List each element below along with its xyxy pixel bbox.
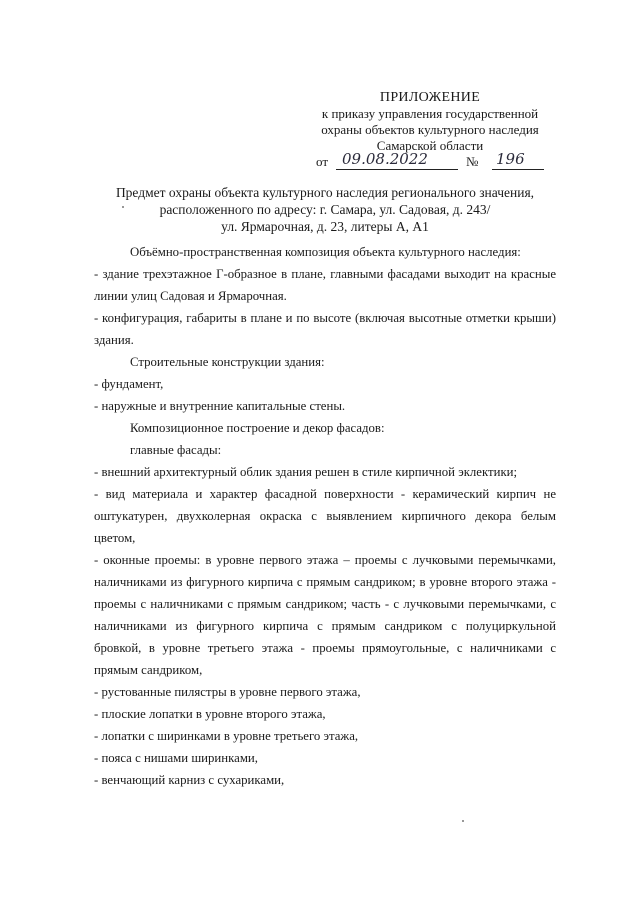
body-paragraph: Строительные конструкции здания: — [130, 355, 325, 369]
body-paragraph: - лопатки с ширинками в уровне третьего этажа, — [94, 729, 359, 743]
scan-speck — [462, 820, 464, 822]
subject-line-1: Предмет охраны объекта культурного наследия регионального значения, — [115, 185, 535, 200]
subject-heading — [90, 184, 560, 235]
body-paragraph: - вид материала и характер фасадной поверхности - керамический кирпич не оштукатурен, двухколерная окраска с выявлением кирпичного декора белым цветом, — [94, 487, 556, 545]
appendix-line-2: охраны объектов культурного наследия — [321, 122, 539, 137]
body-paragraph: - наружные и внутренние капитальные стены. — [94, 399, 346, 413]
subject-line-2: расположенного по адресу: г. Самара, ул. Садовая, д. 243/ — [159, 202, 491, 217]
appendix-title: ПРИЛОЖЕНИЕ — [379, 90, 481, 105]
body-paragraph: Объёмно-пространственная композиция объекта культурного наследия: — [130, 245, 521, 259]
order-date-number-line — [316, 150, 556, 172]
appendix-line-1: к приказу управления государственной — [321, 106, 539, 121]
body-paragraph: - конфигурация, габариты в плане и по высоте (включая высотные отметки крыши) здания. — [94, 311, 556, 347]
number-sign: № — [466, 154, 479, 169]
body-paragraph: - фундамент, — [94, 377, 164, 391]
body-paragraph: - пояса с нишами ширинками, — [94, 751, 258, 765]
body-paragraph: - внешний архитектурный облик здания решен в стиле кирпичной эклектики; — [94, 465, 518, 479]
body-paragraph: - оконные проемы: в уровне первого этажа – проемы с лучковыми перемычками, наличниками из фигурного кирпича с прямым сандриком; в уровне второго этажа - проемы с наличниками с прямым сандриком; часть - с лучковыми перемычками, с наличниками из фигурного кирпича с прямым сандриком с полуциркульной бровкой, в уровне третьего этажа - проемы прямоугольные, с наличниками с прямым сандриком, — [94, 553, 556, 677]
body-paragraph: главные фасады: — [130, 443, 222, 457]
protection-subject-body — [94, 241, 556, 791]
subject-line-3: ул. Ярмарочная, д. 23, литеры А, А1 — [221, 219, 429, 234]
scan-speck — [122, 206, 124, 208]
appendix-line-3: Самарской области — [376, 138, 484, 153]
body-paragraph: - плоские лопатки в уровне второго этажа, — [94, 707, 326, 721]
handwritten-date: 09.08.2022 — [336, 150, 458, 170]
body-paragraph: - здание трехэтажное Г-образное в плане, главными фасадами выходит на красные линии улиц Садовая и Ярмарочная. — [94, 267, 556, 303]
body-paragraph: - рустованные пилястры в уровне первого этажа, — [94, 685, 361, 699]
from-label: от — [316, 154, 329, 169]
handwritten-order-number: 196 — [492, 150, 544, 170]
body-paragraph: Композиционное построение и декор фасадов: — [130, 421, 385, 435]
appendix-header — [300, 90, 560, 154]
body-paragraph: - венчающий карниз с сухариками, — [94, 773, 285, 787]
